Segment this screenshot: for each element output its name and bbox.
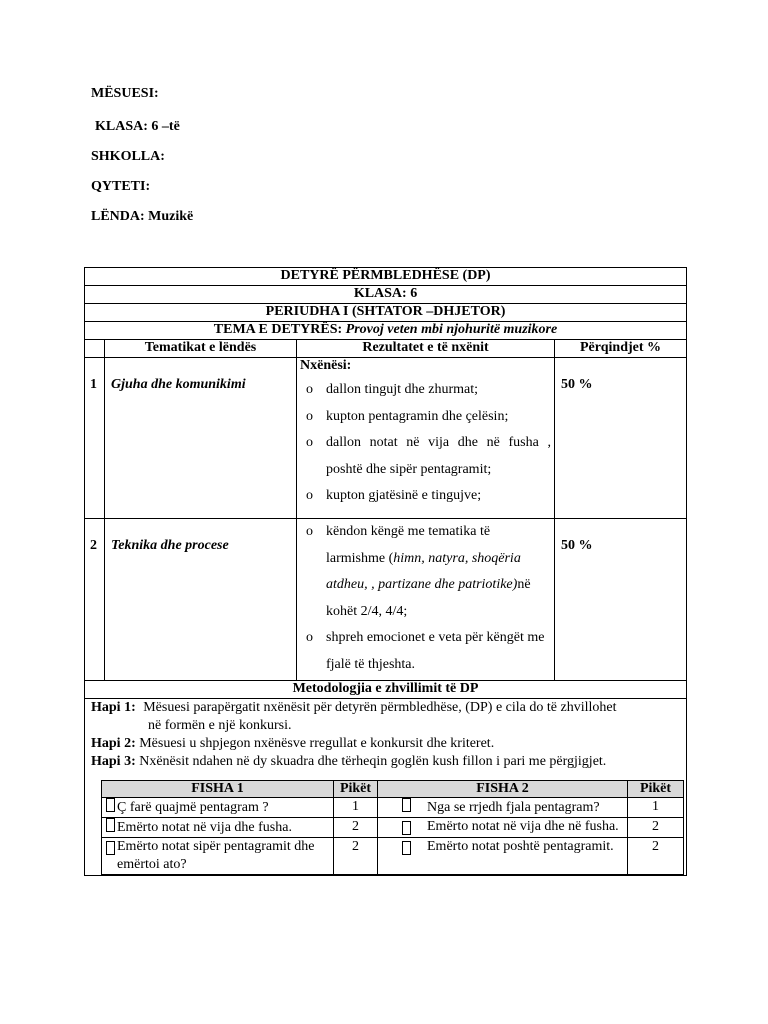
question-text: Emërto notat sipër pentagramit dhe emërtoi ato? [117, 839, 315, 872]
checkbox-icon [106, 818, 115, 832]
table-row [102, 798, 684, 818]
checkbox-icon [402, 798, 411, 812]
checkbox-icon [106, 841, 115, 855]
points-header: Pikët [628, 781, 684, 798]
step-label: Hapi 1: [91, 700, 136, 715]
row-number: 2 [85, 519, 105, 681]
points-cell: 2 [628, 818, 684, 838]
question-cell [378, 818, 628, 838]
topic-cell: Gjuha dhe komunikimi [105, 358, 297, 519]
step-text: Nxënësit ndahen në dy skuadra dhe tërheqin goglën kush fillon i pari me përgjigjet. [139, 754, 607, 769]
percent-cell: 50 % [555, 519, 687, 681]
class-label: KLASA: [95, 119, 148, 134]
result-italic: himn, natyra, shoqëria atdheu, , partizane dhe patriotike) [326, 550, 521, 592]
question-text: Emërto notat në vija dhe në fusha. [427, 819, 619, 834]
subject-label: LËNDA: [91, 209, 145, 224]
worksheet-table [101, 780, 684, 875]
list-item: o kupton pentagramin dhe çelësin; [300, 404, 551, 431]
list-item: o dallon tingujt dhe zhurmat; [300, 377, 551, 404]
result-text: në kohët 2/4, 4/4; [326, 577, 531, 619]
table-row [102, 838, 684, 875]
col-header-results: Rezultatet e të nxënit [297, 340, 555, 358]
checkbox-icon [402, 841, 411, 855]
col-header-percent: Përqindjet % [555, 340, 687, 358]
dp-period: PERIUDHA I (SHTATOR –DHJETOR) [85, 304, 687, 322]
list-item: o shpreh emocionet e veta për këngët me fjalë të thjeshta. [300, 625, 551, 678]
summary-task-table [84, 267, 687, 876]
row-number: 1 [85, 358, 105, 519]
subject-line [91, 209, 193, 225]
results-cell [297, 358, 555, 519]
points-cell: 2 [334, 838, 378, 875]
topic-cell: Teknika dhe procese [105, 519, 297, 681]
question-text: Emërto notat poshtë pentagramit. [427, 839, 614, 854]
list-item: o dallon notat në vija dhe në fusha , poshtë dhe sipër pentagramit; [300, 430, 551, 483]
points-cell: 1 [628, 798, 684, 818]
checkbox-icon [106, 798, 115, 812]
question-cell [378, 838, 628, 875]
theme-value: Provoj veten mbi njohuritë muzikore [345, 322, 558, 337]
points-cell: 2 [628, 838, 684, 875]
step-label: Hapi 2: [91, 736, 136, 751]
list-item: o kupton gjatësinë e tingujve; [300, 483, 551, 510]
question-text: Ç farë quajmë pentagram ? [117, 800, 269, 815]
table-row [85, 358, 687, 519]
step-1 [91, 699, 680, 735]
question-cell [102, 818, 334, 838]
question-cell [102, 838, 334, 875]
question-text: Emërto notat në vija dhe fusha. [117, 820, 292, 835]
results-intro: Nxënësi: [300, 358, 352, 373]
worksheet-1-header: FISHA 1 [102, 781, 334, 798]
percent-cell: 50 % [555, 358, 687, 519]
step-text-cont: në formën e një konkursi. [148, 718, 292, 733]
step-2 [91, 735, 680, 753]
dp-title: DETYRË PËRMBLEDHËSE (DP) [85, 268, 687, 286]
dp-class: KLASA: 6 [85, 286, 687, 304]
step-label: Hapi 3: [91, 754, 136, 769]
step-3 [91, 753, 680, 771]
class-line [95, 119, 180, 135]
question-cell [102, 798, 334, 818]
points-cell: 1 [334, 798, 378, 818]
subject-value: Muzikë [148, 209, 194, 224]
step-text: Mësuesi parapërgatit nxënësit për detyrën përmbledhëse, (DP) e cila do të zhvillohet [143, 700, 617, 715]
table-row [85, 519, 687, 681]
worksheet-2-header: FISHA 2 [378, 781, 628, 798]
school-label: SHKOLLA: [91, 149, 165, 164]
points-cell: 2 [334, 818, 378, 838]
teacher-label: MËSUESI: [91, 86, 159, 101]
city-label: QYTETI: [91, 179, 151, 194]
result-text: këndon këngë me tematika të larmishme ( [326, 524, 491, 566]
col-header-topics: Tematikat e lëndës [105, 340, 297, 358]
list-item [300, 519, 551, 625]
question-cell [378, 798, 628, 818]
theme-label: TEMA E DETYRËS: [213, 322, 343, 337]
step-text: Mësuesi u shpjegon nxënësve rregullat e konkursit dhe kriteret. [139, 736, 495, 751]
table-row [102, 818, 684, 838]
checkbox-icon [402, 821, 411, 835]
dp-theme [85, 322, 687, 340]
methodology-title: Metodologjia e zhvillimit të DP [85, 681, 687, 699]
class-value: 6 –të [151, 119, 180, 134]
points-header: Pikët [334, 781, 378, 798]
results-cell [297, 519, 555, 681]
header-num [85, 340, 105, 358]
methodology-cell [85, 699, 687, 876]
question-text: Nga se rrjedh fjala pentagram? [427, 800, 600, 815]
